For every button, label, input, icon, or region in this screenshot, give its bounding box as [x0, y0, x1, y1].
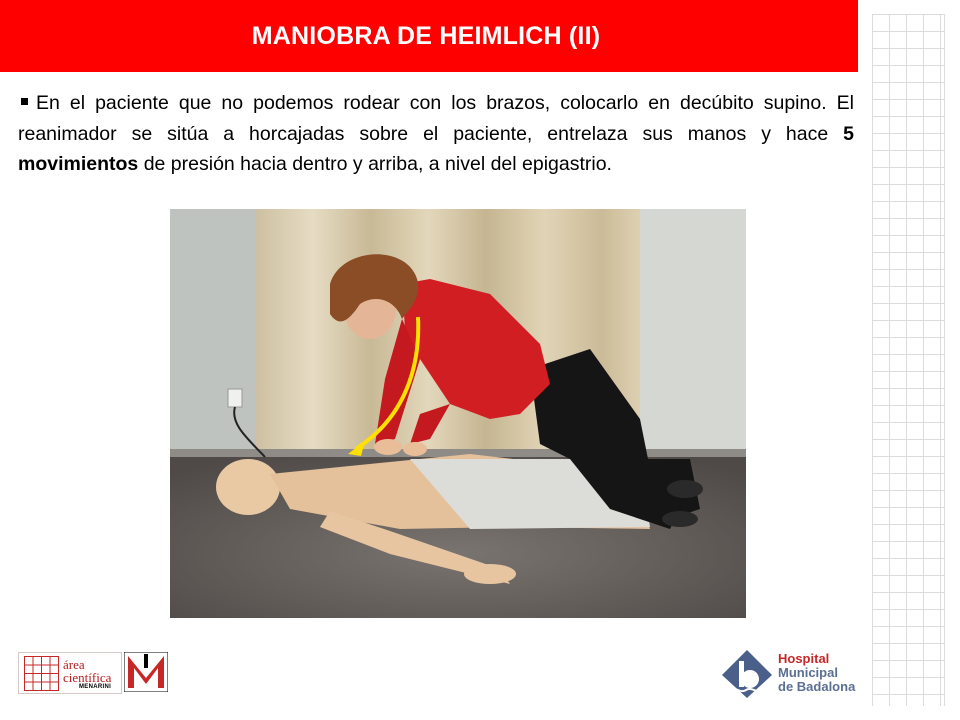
hospital-line3: de Badalona	[778, 679, 856, 694]
bullet-bold-text: 5 movimientos	[18, 122, 854, 175]
logo-area-word: área	[63, 657, 85, 672]
area-cientifica-logo	[18, 652, 122, 694]
heimlich-photo	[170, 209, 746, 618]
logo-menarini-word: MENARINI	[79, 684, 112, 690]
logo-grid-icon	[24, 656, 59, 691]
hospital-name	[778, 652, 855, 694]
title-bar	[0, 0, 858, 72]
bullet-text-part2: de presión hacia dentro y arriba, a nivel del epigastrio.	[138, 153, 612, 175]
hospital-b-icon	[720, 648, 774, 700]
bullet-paragraph	[18, 88, 854, 180]
hospital-line1: Hospital	[778, 651, 830, 666]
menarini-m-logo	[124, 652, 168, 692]
m-letter-icon	[124, 652, 168, 692]
heimlich-illustration	[170, 209, 746, 618]
hospital-line2: Municipal	[778, 665, 838, 680]
decorative-grid	[872, 14, 945, 706]
slide-title: MANIOBRA DE HEIMLICH (II)	[251, 21, 601, 50]
logo-cientifica-word: científica	[63, 670, 112, 685]
bullet-text-part1: En el paciente que no podemos rodear con los brazos, colocarlo en decúbito supino. El reanimador se sitúa a horcajadas sobre el paciente, entrelaza sus manos y hace	[18, 92, 854, 145]
bullet-square-icon	[21, 98, 28, 105]
